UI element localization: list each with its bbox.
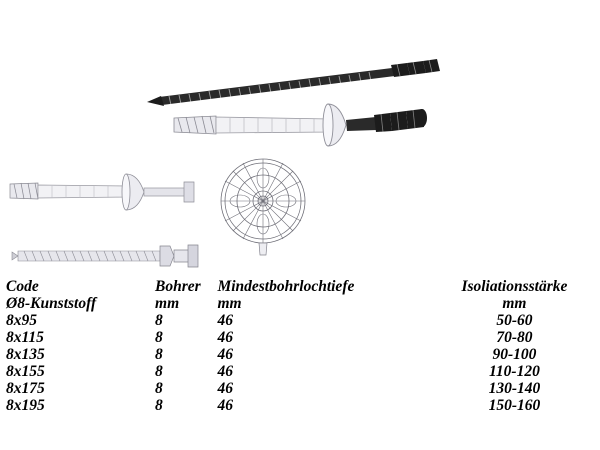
cell-iso: 90-100 [492, 346, 537, 363]
table-row [0, 346, 600, 363]
table-row [0, 363, 600, 380]
cell-tiefe: 46 [217, 380, 233, 397]
cell-code: 8x95 [6, 312, 37, 329]
cell-tiefe: 46 [217, 346, 233, 363]
cell-bohrer: 8 [155, 397, 163, 414]
cell-iso: 130-140 [488, 380, 541, 397]
cell-bohrer: 8 [155, 363, 163, 380]
cell-tiefe: 46 [217, 312, 233, 329]
cell-code: 8x135 [6, 346, 45, 363]
cell-bohrer: 8 [155, 312, 163, 329]
header-code-sub: Ø8-Kunststoff [6, 295, 97, 312]
cell-iso: 150-160 [488, 397, 541, 414]
header-tiefe-unit: mm [217, 295, 242, 312]
cell-tiefe: 46 [217, 397, 233, 414]
cell-bohrer: 8 [155, 329, 163, 346]
header-iso: Isoliationsstärke [461, 278, 568, 295]
cell-iso: 70-80 [496, 329, 533, 346]
cell-tiefe: 46 [217, 329, 233, 346]
screw-small-illustration [10, 242, 205, 272]
cell-bohrer: 8 [155, 346, 163, 363]
cell-code: 8x115 [6, 329, 44, 346]
cell-tiefe: 46 [217, 363, 233, 380]
header-tiefe: Mindestbohrlochtiefe [217, 278, 355, 295]
anchor-small-illustration [8, 168, 208, 223]
header-bohrer: Bohrer [155, 278, 201, 295]
header-code: Code [6, 278, 39, 295]
cell-code: 8x195 [6, 397, 45, 414]
header-bohrer-unit: mm [155, 295, 180, 312]
cell-iso: 110-120 [489, 363, 540, 380]
cell-code: 8x155 [6, 363, 45, 380]
table-header-row [0, 278, 600, 295]
insulation-plate-top-view [218, 148, 308, 258]
cell-code: 8x175 [6, 380, 45, 397]
cell-iso: 50-60 [496, 312, 533, 329]
table-row [0, 380, 600, 397]
table-unit-row [0, 295, 600, 312]
cell-bohrer: 8 [155, 380, 163, 397]
spec-table [0, 278, 600, 414]
table-row [0, 397, 600, 414]
spec-table-container [0, 278, 600, 450]
header-iso-unit: mm [502, 295, 527, 312]
table-row [0, 329, 600, 346]
table-row [0, 312, 600, 329]
